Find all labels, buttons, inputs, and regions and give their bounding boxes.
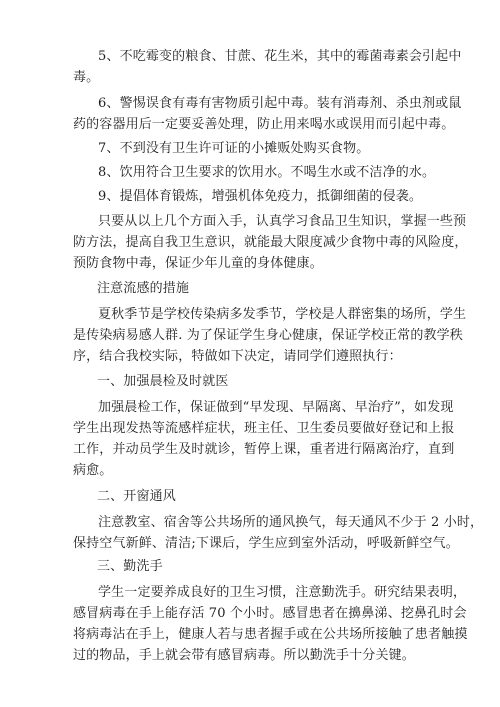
- paragraph-item-8: [73, 162, 436, 183]
- subsection-heading-2: [97, 486, 176, 507]
- paragraph-handwashing: [73, 582, 468, 666]
- paragraph-item-6: [73, 93, 462, 135]
- text-line: 三、勤洗手: [97, 559, 163, 574]
- text-line: 8、饮用符合卫生要求的饮用水。不喝生水或不洁净的水。: [98, 165, 436, 180]
- text-line: 预防食物中毒，保证少年儿童的身体健康。: [73, 256, 323, 271]
- text-line: 只要从以上几个方面入手，认真学习食品卫生知识，掌握一些预: [98, 214, 467, 229]
- text-line: 注意流感的措施: [97, 281, 190, 296]
- text-line: 工作，并动员学生及时就诊，暂停上课，重者进行隔离治疗，直到: [73, 442, 455, 457]
- text-line: 注意教室、宿舍等公共场所的通风换气，每天通风不少于 2 小时，: [98, 515, 484, 530]
- paragraph-ventilation: [73, 512, 484, 554]
- paragraph-item-5: [73, 46, 462, 88]
- text-line: 病愈。: [73, 463, 113, 478]
- text-line: 学生一定要养成良好的卫生习惯，注意勤洗手。研究结果表明，: [98, 585, 467, 600]
- subsection-heading-3: [97, 556, 163, 577]
- paragraph-intro: [73, 304, 467, 367]
- text-line: 过的物品，手上就会带有感冒病毒。所以勤洗手十分关键。: [73, 648, 415, 663]
- text-line: 6、警惕误食有毒有害物质引起中毒。装有消毒剂、杀虫剂或鼠: [98, 96, 462, 111]
- text-line: 夏秋季节是学校传染病多发季节，学校是人群密集的场所，学生: [98, 307, 467, 322]
- paragraph-summary: [73, 211, 468, 274]
- text-line: 保持空气新鲜、清洁;下课后，学生应到室外活动，呼吸新鲜空气。: [73, 536, 459, 551]
- text-line: 防方法，提高自我卫生意识，就能最大限度减少食物中毒的风险度，: [73, 235, 468, 250]
- text-line: 加强晨检工作，保证做到“早发现、早隔离、早治疗”，如发现: [98, 400, 454, 415]
- text-line: 感冒病毒在手上能存活 70 个小时。感冒患者在擤鼻涕、挖鼻孔时会: [73, 606, 467, 621]
- text-line: 毒。: [73, 70, 100, 85]
- text-line: 药的容器用后一定要妥善处理，防止用来喝水或误用而引起中毒。: [73, 117, 455, 132]
- text-line: 7、不到没有卫生许可证的小摊贩处购买食物。: [98, 141, 370, 156]
- paragraph-item-7: [73, 138, 429, 159]
- text-line: 9、提倡体育锻炼，增强机体免疫力，抵御细菌的侵袭。: [98, 189, 423, 204]
- text-line: 学生出现发热等流感样症状，班主任、卫生委员要做好登记和上报: [73, 421, 455, 436]
- text-line: 序，结合我校实际，特做如下决定，请同学们遵照执行：: [73, 349, 402, 364]
- text-line: 将病毒沾在手上，健康人若与患者握手或在公共场所接触了患者触摸: [73, 627, 468, 642]
- paragraph-item-9: [73, 186, 429, 207]
- section-title: [97, 278, 189, 299]
- subsection-heading-1: [97, 371, 229, 392]
- text-line: 二、开窗通风: [97, 489, 176, 504]
- paragraph-morning-check: [73, 397, 455, 481]
- text-line: 是传染病易感人群. 为了保证学生身心健康，保证学校正常的教学秩: [73, 328, 463, 343]
- text-line: 5、不吃霉变的粮食、甘蔗、花生米，其中的霉菌毒素会引起中: [98, 49, 462, 64]
- text-line: 一、加强晨检及时就医: [97, 374, 229, 389]
